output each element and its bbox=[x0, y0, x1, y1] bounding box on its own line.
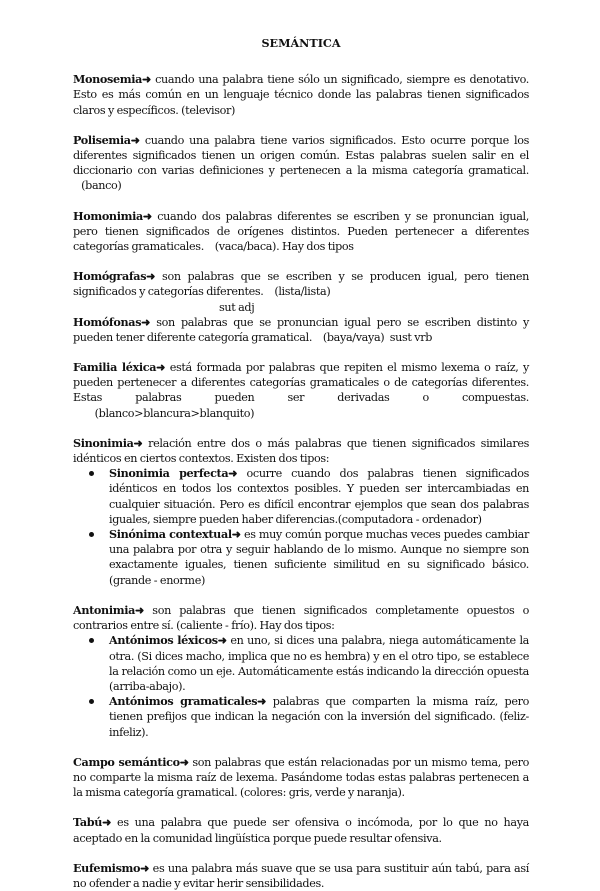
definition-polisemia: cuando una palabra tiene varios significados. Esto ocurre porque los diferentes significados tienen un origen común. Estas palabras suelen salir en el diccionario con varias definiciones y pertenecen a la misma categoría gramatical. bbox=[73, 133, 529, 178]
definition-antonimia: son palabras que tienen significados completamente opuestos o contrarios entre sí. (caliente - frío). Hay dos tipos: bbox=[73, 603, 529, 633]
definition-tabu: es una palabra que puede ser ofensiva o incómoda, por lo que no haya aceptado en la comunidad lingüística porque puede resultar ofensiva. bbox=[73, 816, 529, 845]
example-polisemia: (banco) bbox=[81, 179, 122, 193]
example-monosemia: (televisor) bbox=[181, 103, 236, 117]
section-sinonimia bbox=[73, 436, 529, 588]
term-tabu: Tabú bbox=[73, 815, 103, 830]
definition-sinonima-contextual: es muy común porque muchas veces puedes cambiar una palabra por otra y seguir hablando de lo mismo. Aunque no siempre son exactamente iguales, tienen suficiente similitud en su significado básico. (grande - enorme) bbox=[109, 528, 529, 587]
definition-antonimos-lexicos: en uno, si dices una palabra, niega automáticamente la otra. (Si dices macho, implica que no es hembra) y en el otro tipo, se establece la relación como un eje. Automáticamente estás indicando la dirección opuesta (arriba-abajo). bbox=[109, 634, 530, 693]
arrow-icon: ➜ bbox=[142, 208, 152, 223]
arrow-icon: ➜ bbox=[228, 466, 238, 481]
definition-homofonas: son palabras que se pronuncian igual pero se escriben distinto y pueden tener diferente categoría gramatical. bbox=[73, 315, 529, 344]
arrow-icon: ➜ bbox=[135, 602, 145, 617]
section-homofonas bbox=[73, 315, 529, 345]
annotation-homografas: sut adj bbox=[219, 300, 255, 314]
antonimia-types-list bbox=[73, 633, 529, 739]
arrow-icon: ➜ bbox=[217, 633, 227, 648]
list-item bbox=[109, 466, 529, 527]
example-homonimia: (vaca/baca). bbox=[214, 240, 280, 254]
section-campo-semantico bbox=[73, 755, 529, 801]
term-polisemia: Polisemia bbox=[73, 132, 131, 147]
arrow-icon: ➜ bbox=[146, 269, 156, 284]
arrow-icon: ➜ bbox=[142, 72, 152, 87]
annotation-homofonas: sust vrb bbox=[389, 330, 433, 344]
example-familia-lexica: (blanco>blancura>blanquito) bbox=[94, 406, 255, 420]
definition-homonimia: cuando dos palabras diferentes se escriben y se pronuncian igual, pero tienen significados de orígenes distintos. Pueden pertenecer a diferentes categorías gramaticales. bbox=[73, 209, 529, 254]
bullet-icon bbox=[89, 638, 94, 643]
term-antonimos-gramaticales: Antónimos gramaticales bbox=[109, 694, 258, 709]
arrow-icon: ➜ bbox=[130, 132, 140, 147]
page-title: SEMÁNTICA bbox=[261, 36, 341, 50]
arrow-icon: ➜ bbox=[133, 435, 143, 450]
section-eufemismo bbox=[73, 861, 529, 891]
arrow-icon: ➜ bbox=[257, 694, 267, 709]
section-antonimia bbox=[73, 603, 529, 740]
term-monosemia: Monosemia bbox=[73, 72, 143, 87]
term-antonimia: Antonimia bbox=[73, 602, 136, 617]
term-homofonas: Homófonas bbox=[73, 314, 142, 329]
term-sinonimia: Sinonimia bbox=[73, 435, 134, 450]
section-monosemia bbox=[73, 72, 529, 118]
arrow-icon: ➜ bbox=[140, 860, 150, 875]
term-homonimia: Homonimia bbox=[73, 208, 143, 223]
arrow-icon: ➜ bbox=[156, 360, 166, 375]
definition-eufemismo: es una palabra más suave que se usa para sustituir aún tabú, para así no ofender a nadie y evitar herir sensibilidades. bbox=[73, 861, 529, 890]
definition-familia-lexica: está formada por palabras que repiten el mismo lexema o raíz, y pueden pertenecer a diferentes categorías gramaticales o de categorías diferentes. Estas palabras pueden ser derivadas o compuestas. bbox=[73, 361, 529, 405]
term-sinonima-contextual: Sinónima contextual bbox=[109, 527, 232, 542]
section-tabu bbox=[73, 815, 529, 845]
term-sinonimia-perfecta: Sinonimia perfecta bbox=[109, 466, 229, 481]
term-familia-lexica: Familia léxica bbox=[73, 360, 157, 375]
arrow-icon: ➜ bbox=[141, 314, 151, 329]
term-eufemismo: Eufemismo bbox=[73, 860, 141, 875]
arrow-icon: ➜ bbox=[231, 527, 241, 542]
list-item bbox=[109, 694, 529, 740]
list-item bbox=[109, 527, 529, 588]
tail-homonimia: Hay dos tipos bbox=[279, 240, 354, 254]
arrow-icon: ➜ bbox=[179, 754, 189, 769]
bullet-icon bbox=[89, 532, 94, 537]
definition-monosemia: cuando una palabra tiene sólo un significado, siempre es denotativo. Esto es más común en un lenguaje técnico donde las palabras tienen significados claros y específicos. bbox=[73, 73, 529, 117]
list-item bbox=[109, 633, 529, 694]
definition-campo-semantico: son palabras que están relacionadas por un mismo tema, pero no comparte la misma raíz de lexema. Pasándome todas estas palabras pertenecen a la misma categoría gramatical. (colores: gris, verde y naranja). bbox=[73, 755, 530, 800]
definition-sinonimia-perfecta: ocurre cuando dos palabras tienen significados idénticos en todos los contextos posibles. Y pueden ser intercambiadas en cualquier situación. Pero es difícil encontrar ejemplos que sean dos palabras iguales, siempre pueden haber diferencias.(computadora - ordenador) bbox=[109, 467, 530, 526]
sinonimia-types-list bbox=[73, 466, 529, 588]
definition-sinonimia: relación entre dos o más palabras que tienen significados similares idénticos en ciertos contextos. Existen dos tipos: bbox=[73, 436, 529, 466]
section-homografas bbox=[73, 269, 529, 299]
section-familia-lexica bbox=[73, 360, 529, 421]
example-homofonas: (baya/vaya) bbox=[322, 330, 385, 344]
example-homografas: (lista/lista) bbox=[274, 285, 331, 299]
section-homonimia bbox=[73, 209, 529, 255]
section-polisemia bbox=[73, 133, 529, 194]
bullet-icon bbox=[89, 699, 94, 704]
definition-antonimos-gramaticales: palabras que comparten la misma raíz, pero tienen prefijos que indican la negación con la inversión del significado. (feliz- infeliz). bbox=[109, 695, 529, 739]
bullet-icon bbox=[89, 471, 94, 476]
definition-homografas: son palabras que se escriben y se producen igual, pero tienen significados y categorías diferentes. bbox=[73, 270, 529, 299]
arrow-icon: ➜ bbox=[102, 815, 112, 830]
term-antonimos-lexicos: Antónimos léxicos bbox=[109, 633, 218, 648]
term-campo-semantico: Campo semántico bbox=[73, 754, 180, 769]
term-homografas: Homógrafas bbox=[73, 269, 147, 284]
